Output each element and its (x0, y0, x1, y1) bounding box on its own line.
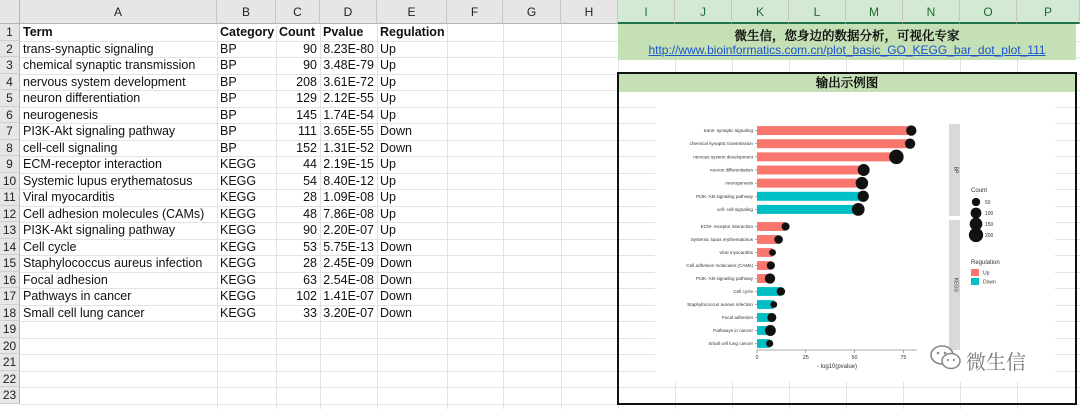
x-axis-title: - log10(pvalue) (816, 364, 858, 370)
cell-count[interactable]: 90 (303, 41, 317, 56)
cell-count[interactable]: 48 (303, 206, 317, 221)
count-dot (765, 273, 775, 283)
row-header-10[interactable]: 10 (0, 173, 20, 190)
cell-term[interactable]: chemical synaptic transmission (23, 58, 196, 72)
header-cell-regulation[interactable]: Regulation (380, 25, 445, 39)
column-header-a[interactable]: A (20, 0, 217, 24)
y-tick-label: Viral myocarditis (719, 250, 753, 255)
cell-regulation[interactable]: Down (380, 305, 412, 320)
row-header-3[interactable]: 3 (0, 57, 20, 74)
cell-term[interactable]: nervous system development (23, 74, 186, 89)
count-dot (889, 150, 904, 165)
cell-category[interactable]: KEGG (220, 289, 257, 303)
cell-count[interactable]: 102 (296, 289, 317, 303)
column-header-j[interactable]: J (675, 0, 732, 24)
y-tick-label: Systemic lupus erythematosus (690, 237, 753, 242)
y-tick-label: Cell cycle (733, 289, 753, 294)
cell-regulation[interactable]: Up (380, 91, 396, 105)
cell-category[interactable]: KEGG (220, 305, 257, 320)
cell-regulation[interactable]: Up (380, 41, 396, 56)
gridline-vertical (561, 24, 562, 409)
cell-term[interactable]: Cell adhesion molecules (CAMs) (23, 206, 205, 221)
cell-category[interactable]: BP (220, 58, 237, 72)
cell-regulation[interactable]: Down (380, 140, 412, 155)
row-header-9[interactable]: 9 (0, 156, 20, 173)
cell-count[interactable]: 145 (296, 107, 317, 122)
count-dot (782, 223, 790, 231)
cell-count[interactable]: 54 (303, 173, 317, 188)
cell-regulation[interactable]: Down (380, 124, 412, 138)
cell-category[interactable]: KEGG (220, 272, 257, 287)
count-dot (858, 164, 870, 176)
cell-pvalue[interactable]: 3.48E-79 (323, 58, 374, 72)
count-dot (765, 325, 776, 336)
y-tick-label: chemical synaptic transmission (689, 141, 753, 147)
go-kegg-bar-dot-plot (655, 92, 1055, 382)
cell-category[interactable]: KEGG (220, 256, 257, 270)
row-header-6[interactable]: 6 (0, 107, 20, 124)
cell-pvalue[interactable]: 5.75E-13 (323, 239, 374, 254)
legend-regulation-key (971, 269, 979, 276)
count-dot (767, 313, 776, 322)
cell-regulation[interactable]: Up (380, 206, 396, 221)
legend-regulation-title: Regulation (971, 260, 1000, 266)
column-header-m[interactable]: M (846, 0, 903, 24)
banner-title: 微生信，您身边的数据分析，可视化专家 (734, 29, 960, 43)
row-header-19[interactable]: 19 (0, 321, 20, 338)
cell-count[interactable]: 28 (303, 190, 317, 204)
column-header-g[interactable]: G (503, 0, 561, 24)
cell-category[interactable]: BP (220, 107, 237, 122)
count-dot (852, 203, 865, 216)
facet-label: BP (952, 166, 959, 174)
cell-category[interactable]: BP (220, 41, 237, 56)
row-header-5[interactable]: 5 (0, 90, 20, 107)
bar (757, 126, 911, 135)
cell-count[interactable]: 152 (296, 140, 317, 155)
cell-term[interactable]: neurogenesis (23, 107, 99, 122)
legend-count-title: Count (971, 188, 988, 194)
cell-term[interactable]: PI3K-Akt signaling pathway (23, 223, 176, 237)
column-header-e[interactable]: E (377, 0, 447, 24)
facet-label: KEGG (952, 277, 959, 293)
cell-term[interactable]: Focal adhesion (23, 272, 108, 287)
y-tick-label: Pathways in cancer (713, 328, 753, 333)
cell-pvalue[interactable]: 1.41E-07 (323, 289, 374, 303)
cell-count[interactable]: 90 (303, 223, 317, 237)
row-header-22[interactable]: 22 (0, 371, 20, 388)
watermark (930, 344, 1026, 374)
cell-category[interactable]: KEGG (220, 206, 257, 221)
cell-count[interactable]: 53 (303, 239, 317, 254)
count-dot (766, 340, 773, 347)
column-header-f[interactable]: F (447, 0, 503, 24)
cell-category[interactable]: BP (220, 140, 237, 155)
y-tick-label: neurogenesis (725, 180, 753, 186)
bar (757, 192, 863, 201)
row-header-16[interactable]: 16 (0, 272, 20, 289)
example-figure-title: 输出示例图 (619, 74, 1075, 92)
legend-count-dot (972, 198, 980, 206)
x-tick-label: 25 (802, 355, 809, 361)
row-header-1[interactable]: 1 (0, 24, 20, 41)
column-header-d[interactable]: D (320, 0, 377, 24)
bar (757, 222, 786, 231)
legend-regulation-label: Down (983, 279, 996, 286)
column-header-n[interactable]: N (903, 0, 960, 24)
column-header-i[interactable]: I (618, 0, 675, 24)
y-tick-label: ECM- receptor interaction (700, 224, 753, 229)
cell-pvalue[interactable]: 2.20E-07 (323, 223, 374, 237)
cell-count[interactable]: 90 (303, 58, 317, 72)
y-tick-label: PI3K- Akt signaling pathway (696, 193, 753, 199)
bar (757, 179, 862, 188)
bar (757, 152, 896, 161)
legend-count-label: 200 (985, 233, 994, 239)
header-cell-count[interactable]: Count (279, 25, 316, 39)
cell-count[interactable]: 28 (303, 256, 317, 270)
wechat-icon (930, 344, 962, 372)
row-header-2[interactable]: 2 (0, 41, 20, 58)
cell-pvalue[interactable]: 1.74E-54 (323, 107, 374, 122)
cell-category[interactable]: BP (220, 91, 237, 105)
count-dot (905, 139, 915, 149)
cell-term[interactable]: trans-synaptic signaling (23, 41, 154, 56)
legend-count-dot (969, 228, 983, 242)
cell-regulation[interactable]: Down (380, 239, 412, 254)
gridline-vertical (447, 24, 448, 409)
legend-count-label: 50 (985, 200, 991, 206)
count-dot (906, 125, 916, 135)
legend-regulation-key (971, 278, 979, 285)
row-header-23[interactable]: 23 (0, 387, 20, 404)
cell-regulation[interactable]: Up (380, 190, 396, 204)
row-header-15[interactable]: 15 (0, 255, 20, 272)
y-tick-label: neuron differentiation (709, 167, 753, 173)
row-header-18[interactable]: 18 (0, 305, 20, 322)
cell-pvalue[interactable]: 8.23E-80 (323, 41, 374, 56)
cell-regulation[interactable]: Down (380, 256, 412, 270)
cell-category[interactable]: KEGG (220, 173, 257, 188)
cell-term[interactable]: Staphylococcus aureus infection (23, 256, 203, 270)
banner-link[interactable]: http://www.bioinformatics.com.cn/plot_basic_GO_KEGG_bar_dot_plot_111 (648, 43, 1046, 57)
cell-count[interactable]: 44 (303, 157, 317, 171)
cell-category[interactable]: KEGG (220, 239, 257, 254)
header-cell-term[interactable]: Term (23, 25, 53, 39)
column-header-c[interactable]: C (276, 0, 320, 24)
select-all-corner[interactable] (0, 0, 20, 24)
y-tick-label: Small cell lung cancer (708, 341, 753, 346)
row-header-7[interactable]: 7 (0, 123, 20, 140)
cell-pvalue[interactable]: 2.12E-55 (323, 91, 374, 105)
cell-count[interactable]: 33 (303, 305, 317, 320)
cell-regulation[interactable]: Up (380, 173, 396, 188)
count-dot (770, 301, 777, 308)
row-header-17[interactable]: 17 (0, 288, 20, 305)
row-header-14[interactable]: 14 (0, 239, 20, 256)
y-tick-label: PI3K- Akt signaling pathway (696, 276, 753, 281)
count-dot (858, 191, 869, 202)
cell-term[interactable]: Small cell lung cancer (23, 305, 145, 320)
cell-count[interactable]: 208 (296, 74, 317, 89)
cell-pvalue[interactable]: 2.45E-09 (323, 256, 374, 270)
cell-regulation[interactable]: Up (380, 58, 396, 72)
y-tick-label: nervous system development (693, 154, 753, 160)
cell-regulation[interactable]: Up (380, 223, 396, 237)
y-tick-label: Staphylococcus aureus infection (687, 302, 753, 307)
row-header-11[interactable]: 11 (0, 189, 20, 206)
cell-category[interactable]: BP (220, 74, 237, 89)
cell-term[interactable]: ECM-receptor interaction (23, 157, 162, 171)
legend-count-label: 100 (985, 211, 994, 217)
cell-count[interactable]: 111 (297, 124, 317, 138)
watermark-text: 微生信 (966, 352, 1026, 374)
cell-pvalue[interactable]: 2.19E-15 (323, 157, 374, 171)
y-tick-label: Cell adhesion molecules (CAMs) (686, 263, 753, 268)
cell-pvalue[interactable]: 8.40E-12 (323, 173, 374, 188)
y-tick-label: cell- cell signaling (716, 206, 753, 212)
cell-count[interactable]: 63 (303, 272, 317, 287)
count-dot (767, 261, 775, 269)
cell-pvalue[interactable]: 7.86E-08 (323, 206, 374, 221)
cell-regulation[interactable]: Up (380, 157, 396, 171)
cell-term[interactable]: Viral myocarditis (23, 190, 115, 204)
bar (757, 139, 910, 148)
cell-term[interactable]: Cell cycle (23, 239, 77, 254)
cell-pvalue[interactable]: 3.61E-72 (323, 74, 374, 89)
row-header-4[interactable]: 4 (0, 74, 20, 91)
cell-term[interactable]: cell-cell signaling (23, 140, 118, 155)
cell-pvalue[interactable]: 1.31E-52 (323, 140, 374, 155)
y-tick-label: trans- synaptic signaling (703, 128, 753, 134)
cell-pvalue[interactable]: 3.65E-55 (323, 124, 374, 138)
y-tick-label: Focal adhesion (721, 315, 753, 320)
cell-category[interactable]: BP (220, 124, 237, 138)
cell-regulation[interactable]: Up (380, 107, 396, 122)
count-dot (777, 287, 786, 296)
count-dot (769, 249, 776, 256)
bar (757, 166, 864, 175)
legend-regulation-label: Up (983, 270, 990, 277)
x-tick-label: 50 (851, 355, 858, 361)
column-header-h[interactable]: H (561, 0, 618, 24)
cell-pvalue[interactable]: 3.20E-07 (323, 305, 374, 320)
column-header-b[interactable]: B (217, 0, 276, 24)
cell-regulation[interactable]: Down (380, 272, 412, 287)
cell-category[interactable]: KEGG (220, 157, 257, 171)
cell-term[interactable]: Pathways in cancer (23, 289, 132, 303)
cell-category[interactable]: KEGG (220, 190, 257, 204)
cell-pvalue[interactable]: 2.54E-08 (323, 272, 374, 287)
column-header-p[interactable]: P (1017, 0, 1080, 24)
x-tick-label: 0 (755, 355, 759, 361)
info-banner (618, 24, 1076, 60)
legend-count-label: 150 (985, 222, 994, 228)
legend-count-dot (971, 208, 982, 219)
row-header-8[interactable]: 8 (0, 140, 20, 157)
cell-regulation[interactable]: Down (380, 289, 412, 303)
row-header-20[interactable]: 20 (0, 338, 20, 355)
column-header-o[interactable]: O (960, 0, 1017, 24)
cell-term[interactable]: neuron differentiation (23, 91, 141, 105)
row-header-13[interactable]: 13 (0, 222, 20, 239)
row-header-21[interactable]: 21 (0, 354, 20, 371)
column-header-l[interactable]: L (789, 0, 846, 24)
cell-regulation[interactable]: Up (380, 74, 396, 89)
cell-count[interactable]: 129 (296, 91, 317, 105)
cell-term[interactable]: PI3K-Akt signaling pathway (23, 124, 176, 138)
cell-category[interactable]: KEGG (220, 223, 257, 237)
column-header-k[interactable]: K (732, 0, 789, 24)
cell-term[interactable]: Systemic lupus erythematosus (23, 173, 193, 188)
header-cell-category[interactable]: Category (220, 25, 275, 39)
gridline-vertical (503, 24, 504, 409)
row-header-12[interactable]: 12 (0, 206, 20, 223)
count-dot (774, 235, 783, 244)
bar (757, 205, 858, 214)
x-tick-label: 75 (900, 355, 907, 361)
header-cell-pvalue[interactable]: Pvalue (323, 25, 364, 39)
cell-pvalue[interactable]: 1.09E-08 (323, 190, 374, 204)
count-dot (856, 177, 869, 190)
